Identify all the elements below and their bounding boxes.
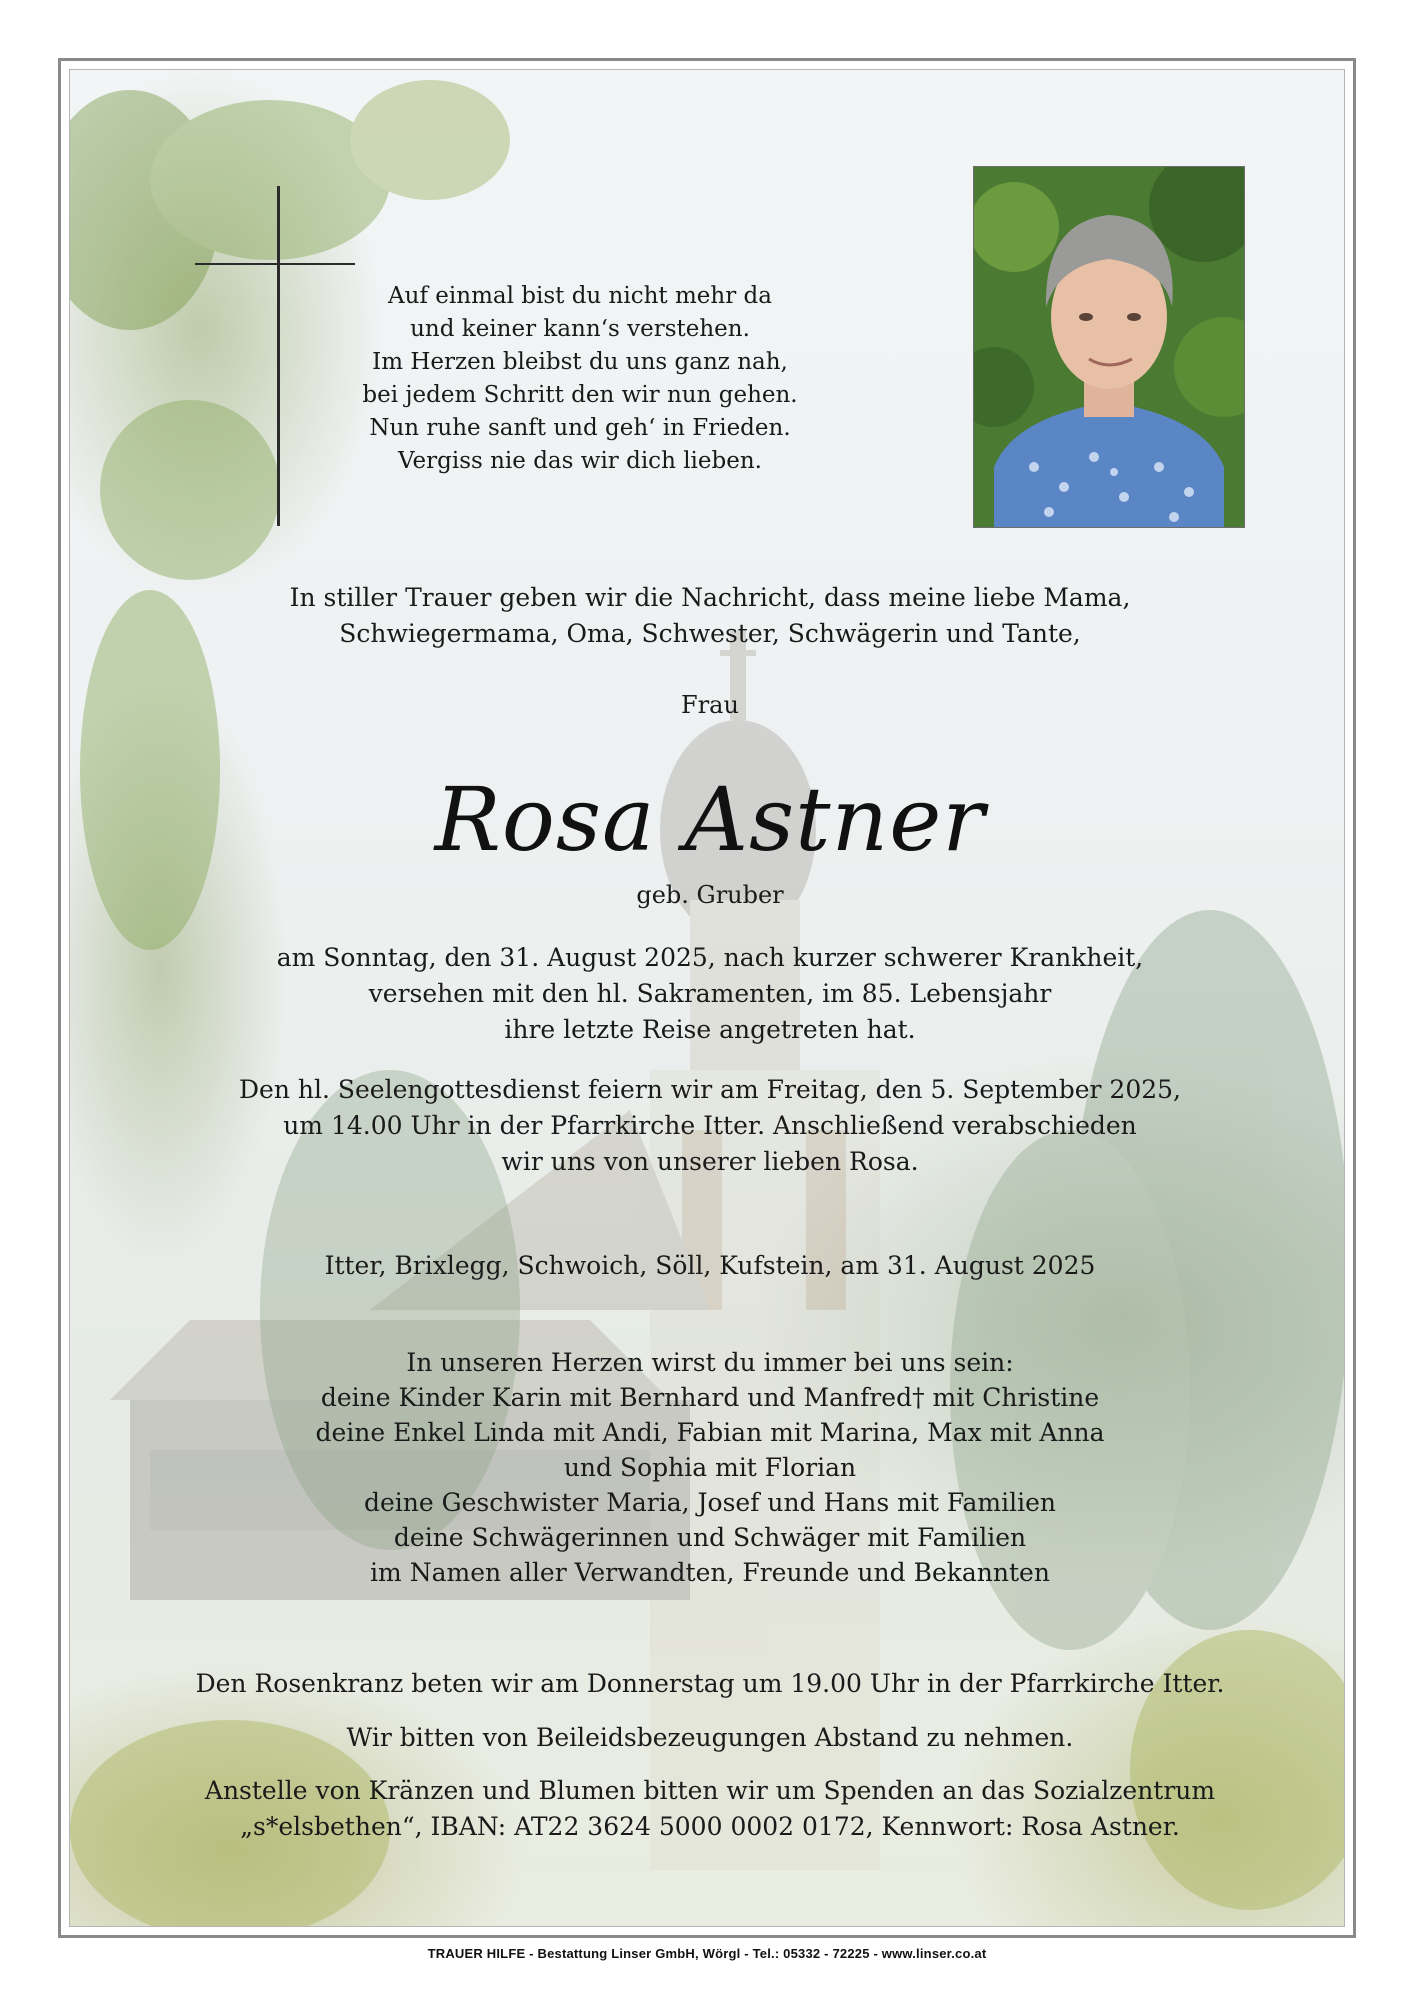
place-and-date: Itter, Brixlegg, Schwoich, Söll, Kufstein, am 31. August 2025 bbox=[324, 1251, 1096, 1280]
salutation: Frau bbox=[681, 691, 739, 719]
cross-icon-vertical bbox=[277, 186, 280, 526]
background-panel bbox=[69, 69, 1345, 1927]
death-notice-line: ihre letzte Reise angetreten hat. bbox=[504, 1015, 916, 1044]
family-line: deine Geschwister Maria, Josef und Hans mit Familien bbox=[363, 1488, 1057, 1517]
family-line: und Sophia mit Florian bbox=[563, 1453, 857, 1482]
intro-line: In stiller Trauer geben wir die Nachricht, dass meine liebe Mama, bbox=[289, 583, 1131, 612]
donation-line: „s*elsbethen“, IBAN: AT22 3624 5000 0002 0172, Kennwort: Rosa Astner. bbox=[240, 1812, 1180, 1841]
poem-line: bei jedem Schritt den wir nun gehen. bbox=[362, 382, 798, 408]
service-line: um 14.00 Uhr in der Pfarrkirche Itter. Anschließend verabschieden bbox=[283, 1111, 1137, 1140]
poem-line: Im Herzen bleibst du uns ganz nah, bbox=[372, 349, 788, 375]
service-notice bbox=[70, 1072, 1345, 1180]
funeral-home-footer: TRAUER HILFE - Bestattung Linser GmbH, Wörgl - Tel.: 05332 - 72225 - www.linser.co.at bbox=[427, 1946, 987, 1961]
intro-text bbox=[70, 580, 1345, 652]
poem-line: Nun ruhe sanft und geh‘ in Frieden. bbox=[369, 415, 791, 441]
page-frame bbox=[58, 58, 1356, 1938]
portrait-photo bbox=[973, 166, 1245, 528]
family-line: im Namen aller Verwandten, Freunde und Bekannten bbox=[370, 1558, 1050, 1587]
rosary-notice: Den Rosenkranz beten wir am Donnerstag um 19.00 Uhr in der Pfarrkirche Itter. bbox=[195, 1669, 1225, 1698]
donation-line: Anstelle von Kränzen und Blumen bitten wir um Spenden an das Sozialzentrum bbox=[204, 1776, 1216, 1805]
poem-line: und keiner kann‘s verstehen. bbox=[410, 316, 750, 342]
poem-line: Auf einmal bist du nicht mehr da bbox=[388, 283, 772, 309]
family-line: deine Enkel Linda mit Andi, Fabian mit Marina, Max mit Anna bbox=[315, 1418, 1105, 1447]
cross-icon-horizontal bbox=[195, 263, 355, 265]
death-notice-line: am Sonntag, den 31. August 2025, nach kurzer schwerer Krankheit, bbox=[276, 943, 1144, 972]
service-line: wir uns von unserer lieben Rosa. bbox=[501, 1147, 919, 1176]
birth-name: geb. Gruber bbox=[636, 881, 784, 909]
family-line: In unseren Herzen wirst du immer bei uns sein: bbox=[406, 1348, 1014, 1377]
family-line: deine Schwägerinnen und Schwäger mit Familien bbox=[393, 1523, 1027, 1552]
family-line: deine Kinder Karin mit Bernhard und Manfred† mit Christine bbox=[320, 1383, 1100, 1412]
death-notice-line: versehen mit den hl. Sakramenten, im 85. Lebensjahr bbox=[368, 979, 1052, 1008]
family-list bbox=[70, 1345, 1345, 1590]
poem-line: Vergiss nie das wir dich lieben. bbox=[398, 448, 762, 474]
donation-notice bbox=[70, 1773, 1345, 1845]
condolence-notice: Wir bitten von Beileidsbezeugungen Abstand zu nehmen. bbox=[346, 1723, 1074, 1752]
intro-line: Schwiegermama, Oma, Schwester, Schwägerin und Tante, bbox=[339, 619, 1081, 648]
service-line: Den hl. Seelengottesdienst feiern wir am Freitag, den 5. September 2025, bbox=[239, 1075, 1181, 1104]
deceased-name: Rosa Astner bbox=[434, 768, 986, 871]
poem bbox=[350, 280, 810, 478]
death-notice bbox=[70, 940, 1345, 1048]
